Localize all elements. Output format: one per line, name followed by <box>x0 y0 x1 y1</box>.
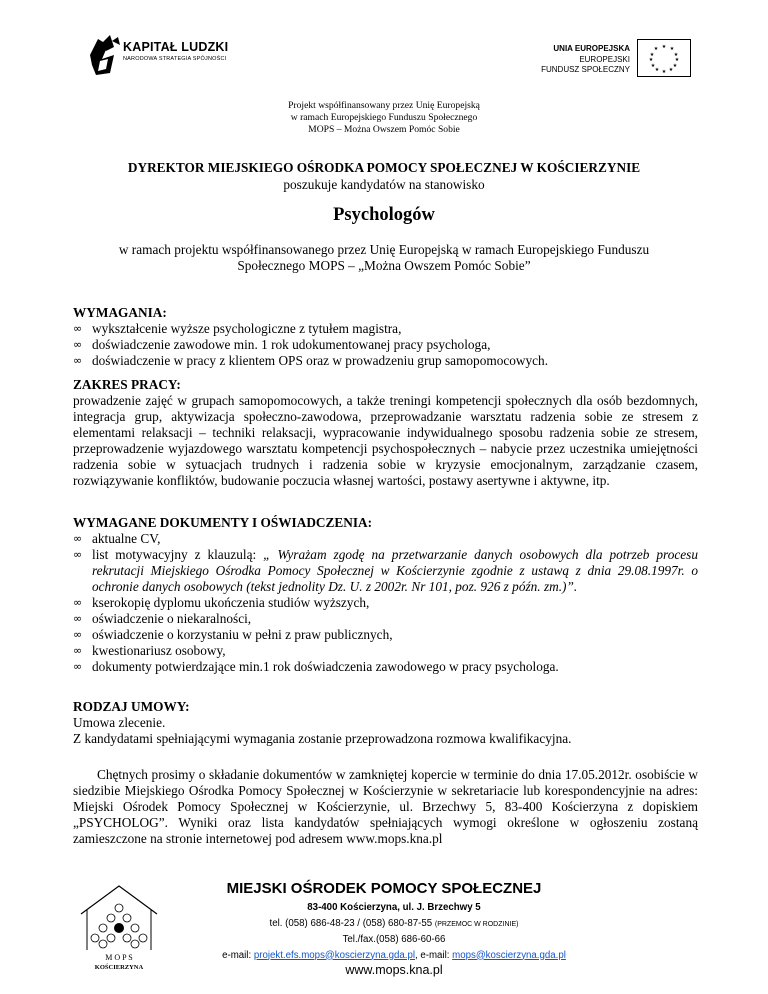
list-item: ∞ oświadczenie o korzystaniu w pełni z praw publicznych, <box>73 627 393 642</box>
infinity-bullet-icon: ∞ <box>73 322 83 335</box>
logo-letters: M O P S <box>105 953 133 962</box>
infinity-bullet-icon: ∞ <box>73 596 83 609</box>
svg-text:★: ★ <box>674 57 680 63</box>
svg-text:★: ★ <box>661 69 667 75</box>
eu-text <box>530 44 630 76</box>
list-item: ∞ doświadczenie zawodowe min. 1 rok udokumentowanej pracy psychologa, <box>73 337 491 352</box>
documents-list <box>73 531 698 675</box>
documents-section <box>73 515 698 675</box>
application-text: Chętnych prosimy o składanie dokumentów w zamkniętej kopercie w terminie do dnia 17.05.2012r. osobiście w siedzibie Miejskiego Ośrodka Pomocy Społecznej w Kościerzynie w sekretariacie lub korespondencyjnie na adres: Miejski Ośrodek Pomocy Społecznej w Kościerzynie, ul. Brzechwy 5, 83-400 Kościerzyna z dopiskiem „PSYCHOLOG”. Wyniki oraz lista kandydatów spełniających wymogi określone w ogłoszeniu zostaną zamieszczone na stronie internetowej pod adresem www.mops.kna.pl <box>73 767 698 846</box>
infinity-bullet-icon: ∞ <box>73 548 83 561</box>
svg-text:★: ★ <box>669 46 675 52</box>
project-desc-line-2: Społecznego MOPS – „Można Owszem Pomóc Sobie” <box>237 258 531 273</box>
infinity-bullet-icon: ∞ <box>73 532 83 545</box>
svg-text:★: ★ <box>672 63 678 69</box>
eu-line-2: EUROPEJSKI <box>579 54 630 64</box>
svg-text:★: ★ <box>649 52 655 58</box>
project-desc-line-1: w ramach projektu współfinansowanego przez Unię Europejską w ramach Europejskiego Funduszu <box>118 242 650 257</box>
footer-website: www.mops.kna.pl <box>345 963 443 977</box>
scope-section <box>73 377 698 489</box>
project-description <box>0 242 768 274</box>
list-item: ∞ doświadczenie w pracy z klientem OPS oraz w prowadzeniu grup samopomocowych. <box>73 353 549 368</box>
footer-org-name: MIEJSKI OŚRODEK POMOCY SPOŁECZNEJ <box>226 880 542 897</box>
scope-heading: ZAKRES PRACY: <box>73 377 181 392</box>
svg-text:★: ★ <box>654 67 660 73</box>
list-item: ∞ kwestionariusz osobowy, <box>73 643 226 658</box>
list-item: ∞ list motywacyjny z klauzulą: „ Wyrażam zgodę na przetwarzanie danych osobowych dla potrzeb procesu rekrutacji Miejskiego Ośrodka Pomocy Społecznej w Kościerzynie zgodnie z ustawą z dnia 29.08.1997r. o ochronie danych osobowych (tekst jednolity Dz. U. z 2002r. Nr 101, poz. 926 z późn. zm.)”. <box>73 547 698 594</box>
infinity-bullet-icon: ∞ <box>73 628 83 641</box>
footer-phone: tel. (058) 686-48-23 / (058) 680-87-55 (PRZEMOC W RODZINIE) <box>269 917 519 929</box>
project-line-2: w ramach Europejskiego Funduszu Społecznego <box>290 111 478 123</box>
email-link-projekt[interactable]: projekt.efs.mops@koscierzyna.gda.pl <box>253 949 415 961</box>
list-item: ∞ wykształcenie wyższe psychologiczne z tytułem magistra, <box>73 321 402 336</box>
contract-type: Umowa zlecenie. <box>73 715 166 730</box>
list-item: ∞ kserokopię dyplomu ukończenia studiów wyższych, <box>73 595 370 610</box>
svg-text:★: ★ <box>653 46 659 52</box>
svg-text:★: ★ <box>668 67 674 73</box>
list-item: ∞ dokumenty potwierdzające min.1 rok doświadczenia zawodowego w pracy psychologa. <box>73 659 559 674</box>
svg-text:★: ★ <box>650 63 656 69</box>
requirements-heading: WYMAGANIA: <box>73 305 167 320</box>
gdpr-clause: „ Wyrażam zgodę na przetwarzanie danych osobowych dla potrzeb procesu rekrutacji Miejskiego Ośrodka Pomocy Społecznej w Kościerzynie zgodnie z ustawą z dnia 29.08.1997r. o ochronie danych osobowych (tekst jednolity Dz. U. z 2002r. Nr 101, poz. 926 z późn. zm.)”. <box>92 547 698 594</box>
list-item: ∞ aktualne CV, <box>73 531 161 546</box>
seeks-candidates: poszukuje kandydatów na stanowisko <box>283 177 485 192</box>
position-title: Psychologów <box>333 205 435 225</box>
eu-flag-icon <box>637 39 691 77</box>
infinity-bullet-icon: ∞ <box>73 338 83 351</box>
kapital-ludzki-subtitle: NARODOWA STRATEGIA SPÓJNOŚCI <box>123 56 227 62</box>
footer-contact <box>130 900 658 979</box>
infinity-bullet-icon: ∞ <box>73 644 83 657</box>
requirements-list <box>73 321 698 369</box>
list-item: ∞ oświadczenie o niekaralności, <box>73 611 252 626</box>
footer-fax: Tel./fax.(058) 686-60-66 <box>342 934 446 945</box>
infinity-bullet-icon: ∞ <box>73 612 83 625</box>
interview-note: Z kandydatami spełniającymi wymagania zostanie przeprowadzona rozmowa kwalifikacyjna. <box>73 731 572 746</box>
infinity-bullet-icon: ∞ <box>73 354 83 367</box>
requirements-section <box>73 305 698 369</box>
infinity-bullet-icon: ∞ <box>73 660 83 673</box>
eu-line-1: UNIA EUROPEJSKA <box>553 44 630 53</box>
footer-address: 83-400 Kościerzyna, ul. J. Brzechwy 5 <box>307 902 481 913</box>
svg-text:★: ★ <box>648 57 654 63</box>
director-heading: DYREKTOR MIEJSKIEGO OŚRODKA POMOCY SPOŁECZNEJ W KOŚCIERZYNIE <box>127 160 641 175</box>
project-line-1: Projekt współfinansowany przez Unię Europejską <box>288 100 480 111</box>
footer-emails: e-mail: projekt.efs.mops@koscierzyna.gda.pl, e-mail: mops@koscierzyna.gda.pl <box>222 949 566 961</box>
svg-text:★: ★ <box>673 52 679 58</box>
contract-heading: RODZAJ UMOWY: <box>73 699 190 714</box>
eu-line-3: FUNDUSZ SPOŁECZNY <box>541 65 630 74</box>
contract-section <box>73 699 698 747</box>
documents-heading: WYMAGANE DOKUMENTY I OŚWIADCZENIA: <box>73 515 373 530</box>
scope-text: prowadzenie zajęć w grupach samopomocowych, a także treningi kompetencji społecznych dla osób bezdomnych, integracja grup, aktywizacja społeczno-zawodowa, przeprowadzanie warsztatu radzenia sobie ze stresem z elementami relaksacji – techniki relaksacji, wypracowanie indywidualnego sposobu radzenia sobie ze stresem, przeprowadzenie wyjazdowego warsztatu kompetencji psychospołecznych – nabycie przez uczestnika umiejętności radzenia sobie w sytuacjach trudnych i radzenia sobie w kryzysie emocjonalnym, zarządzanie czasem, rozwiązywanie konfliktów, budowanie poczucia własnej wartości, postawy asertywne i aktywne, itp. <box>73 393 698 488</box>
project-cofinancing-note <box>0 100 768 135</box>
email-link-mops[interactable]: mops@koscierzyna.gda.pl <box>452 949 566 961</box>
project-line-3: MOPS – Można Owszem Pomóc Sobie <box>308 123 460 135</box>
kapital-ludzki-title: KAPITAŁ LUDZKI <box>123 40 229 54</box>
logo-city: KOŚCIERZYNA <box>94 964 144 971</box>
svg-text:★: ★ <box>661 44 667 50</box>
